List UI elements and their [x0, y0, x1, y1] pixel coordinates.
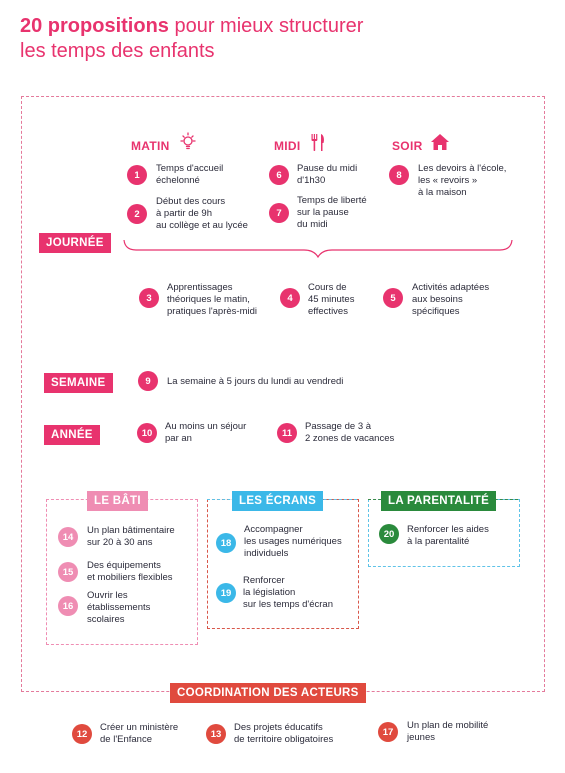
- ecrans-label: LES ÉCRANS: [232, 491, 323, 511]
- item-text: Activités adaptées aux besoins spécifiques: [412, 282, 490, 317]
- number-badge: 1: [127, 165, 147, 185]
- midi-header: MIDI: [274, 139, 301, 153]
- number-badge: 19: [216, 583, 236, 603]
- number-badge: 18: [216, 533, 236, 553]
- number-badge: 3: [139, 288, 159, 308]
- number-badge: 14: [58, 527, 78, 547]
- number-badge: 16: [58, 596, 78, 616]
- number-badge: 4: [280, 288, 300, 308]
- item-text: Les devoirs à l'école, les « revoirs » à la maison: [418, 163, 507, 198]
- item-text: Créer un ministère de l'Enfance: [100, 722, 179, 745]
- item-text: Renforcer les aides à la parentalité: [407, 524, 489, 547]
- number-badge: 13: [206, 724, 226, 744]
- journee-label: JOURNÉE: [39, 233, 111, 253]
- item-text: Apprentissages théoriques le matin, pratiques l'après-midi: [167, 282, 257, 317]
- number-badge: 8: [389, 165, 409, 185]
- item-text: Accompagner les usages numériques individuels: [244, 524, 342, 559]
- number-badge: 17: [378, 722, 398, 742]
- item-text: La semaine à 5 jours du lundi au vendredi: [167, 376, 344, 387]
- number-badge: 15: [58, 562, 78, 582]
- curly-brace: [122, 238, 514, 258]
- item-text: Temps de liberté sur la pause du midi: [297, 195, 367, 230]
- item-text: Pause du midi d'1h30: [297, 163, 358, 186]
- number-badge: 5: [383, 288, 403, 308]
- item-text: Des projets éducatifs de territoire obligatoires: [234, 722, 334, 745]
- item-text: Des équipements et mobiliers flexibles: [87, 560, 173, 583]
- matin-header: MATIN: [131, 139, 170, 153]
- number-badge: 12: [72, 724, 92, 744]
- house-icon: [430, 133, 450, 151]
- number-badge: 20: [379, 524, 399, 544]
- item-text: Un plan bâtimentaire sur 20 à 30 ans: [87, 525, 175, 548]
- annee-label: ANNÉE: [44, 425, 100, 445]
- number-badge: 11: [277, 423, 297, 443]
- item-text: Au moins un séjour par an: [165, 421, 247, 444]
- item-text: Ouvrir les établissements scolaires: [87, 590, 151, 625]
- number-badge: 6: [269, 165, 289, 185]
- bati-label: LE BÂTI: [87, 491, 148, 511]
- item-text: Passage de 3 à 2 zones de vacances: [305, 421, 395, 444]
- item-text: Un plan de mobilité jeunes: [407, 720, 489, 743]
- coordination-label: COORDINATION DES ACTEURS: [170, 683, 366, 703]
- lightbulb-icon: [177, 131, 199, 153]
- number-badge: 7: [269, 203, 289, 223]
- item-text: Renforcer la législation sur les temps d'écran: [243, 575, 333, 610]
- number-badge: 9: [138, 371, 158, 391]
- page-title: 20 propositions pour mieux structurer les temps des enfants: [20, 15, 364, 62]
- parentalite-label: LA PARENTALITÉ: [381, 491, 496, 511]
- soir-header: SOIR: [392, 139, 423, 153]
- item-text: Temps d'accueil échelonné: [156, 163, 224, 186]
- semaine-label: SEMAINE: [44, 373, 113, 393]
- fork-knife-icon: [310, 133, 326, 153]
- item-text: Cours de 45 minutes effectives: [308, 282, 355, 317]
- number-badge: 10: [137, 423, 157, 443]
- number-badge: 2: [127, 204, 147, 224]
- item-text: Début des cours à partir de 9h au collège et au lycée: [156, 196, 248, 231]
